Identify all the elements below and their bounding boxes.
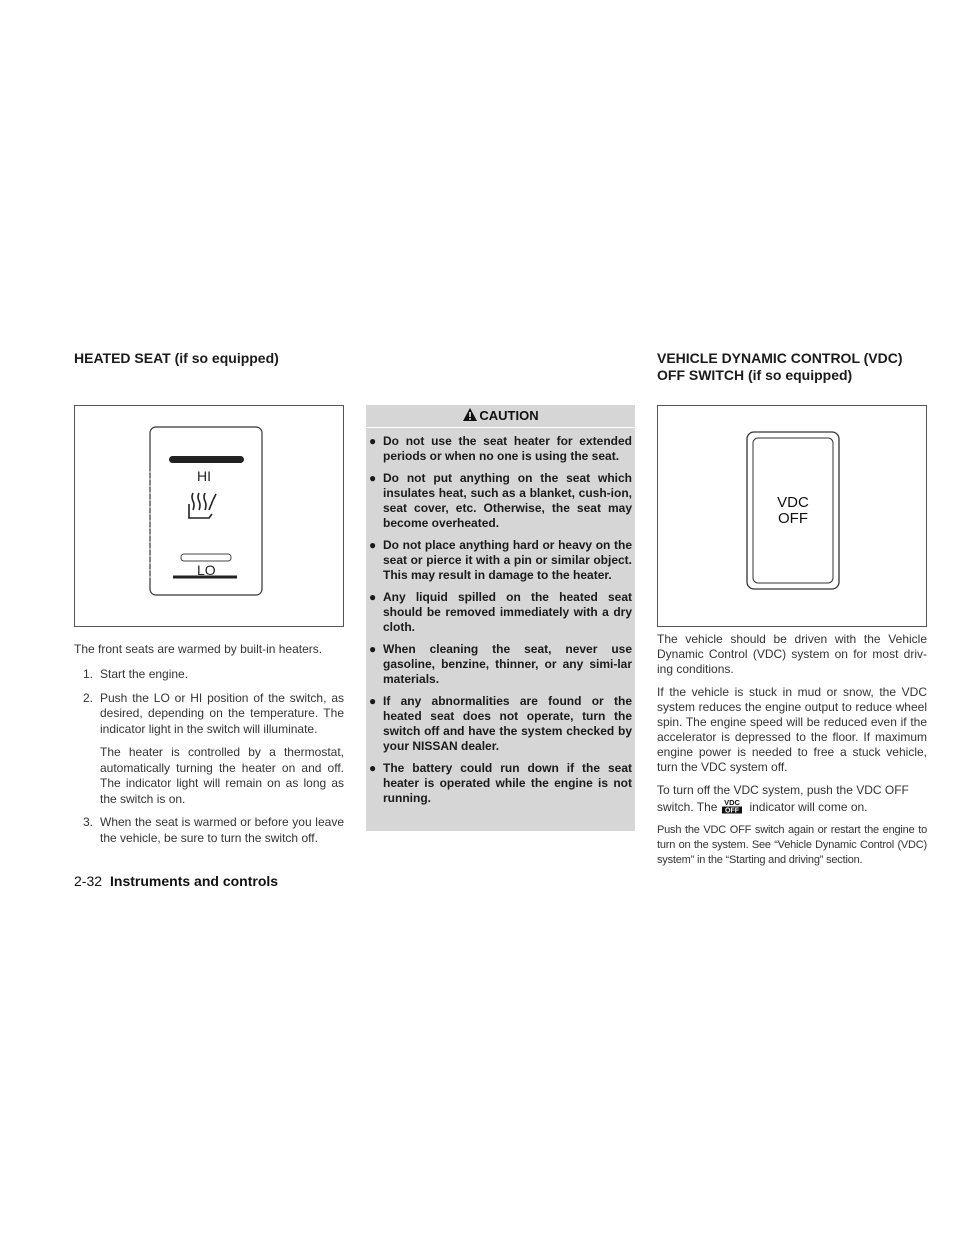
list-item	[366, 471, 632, 531]
heated-seat-intro: The front seats are warmed by built-in heaters.	[74, 642, 323, 656]
vdc-switch-line2: OFF	[778, 510, 808, 527]
list-item	[366, 590, 632, 635]
caution-item-text: Do not place anything hard or heavy on the seat or pierce it with a pin or similar object. This may result in damage to the heater.	[383, 538, 632, 582]
page-number: 2-32	[74, 873, 103, 889]
caution-item-text: The battery could run down if the seat heater is operated while the engine is not running.	[383, 761, 632, 805]
bullet: ●	[369, 434, 377, 448]
indicator-line2: OFF	[725, 807, 740, 814]
vdc-para-1: The vehicle should be driven with the Vehicle Dynamic Control (VDC) system on for most driv-ing conditions.	[657, 632, 927, 676]
caution-item-text: When cleaning the seat, never use gasoline, benzine, thinner, or any simi-lar materials.	[383, 642, 632, 686]
caution-item-text: Do not put anything on the seat which insulates heat, such as a blanket, cush-ion, seat cover, etc. Otherwise, the seat may become overheated.	[383, 471, 632, 530]
warning-triangle-icon	[462, 407, 478, 422]
list-item	[74, 667, 344, 683]
bullet: ●	[369, 761, 377, 775]
bullet: ●	[369, 642, 377, 656]
caution-header	[366, 405, 635, 428]
vdc-para-2: If the vehicle is stuck in mud or snow, the VDC system reduces the engine output to reduce wheel spin. The engine speed will be reduced even if the accelerator is depressed to the floor. If maximum engine power is needed to free a stuck vehicle, turn the VDC system off.	[657, 685, 927, 774]
vdc-para-3b: indicator will come on.	[749, 800, 868, 814]
vdc-off-indicator-icon	[721, 798, 743, 812]
step-number: 1.	[83, 667, 94, 681]
section-name: Instruments and controls	[110, 873, 279, 889]
step-text: Push the LO or HI position of the switch, as desired, depending on the temperature. The indicator light in the switch will illuminate.	[100, 690, 344, 736]
heated-seat-heading: HEATED SEAT (if so equipped)	[74, 350, 279, 366]
vdc-para-3	[657, 783, 927, 815]
caution-list	[366, 428, 635, 806]
vdc-heading-line1: VEHICLE DYNAMIC CONTROL (VDC)	[657, 350, 903, 366]
heated-seat-switch-figure	[74, 405, 344, 627]
step-text: Start the engine.	[100, 667, 189, 681]
list-item	[366, 538, 632, 583]
vdc-para-4: Push the VDC OFF switch again or restart the engine to turn on the system. See “Vehicle Dynamic Control (VDC) system” in the “Starting and driving” section.	[657, 824, 927, 866]
bullet: ●	[369, 590, 377, 604]
page-footer	[74, 873, 278, 889]
vdc-para-3a: To turn off the VDC system, push the VDC OFF switch. The	[657, 783, 909, 814]
list-item	[74, 691, 344, 808]
vdc-heading	[657, 350, 903, 384]
caution-item-text: Do not use the seat heater for extended periods or when no one is using the seat.	[383, 434, 632, 463]
vdc-switch-figure	[657, 405, 927, 627]
list-item	[366, 694, 632, 754]
step-text: When the seat is warmed or before you leave the vehicle, be sure to turn the switch off.	[100, 815, 344, 845]
list-item	[74, 815, 344, 846]
list-item	[366, 642, 632, 687]
vdc-body	[657, 632, 927, 868]
bullet: ●	[369, 538, 377, 552]
step-number: 2.	[83, 690, 94, 705]
lo-label: LO	[197, 562, 216, 578]
step-number: 3.	[83, 815, 94, 829]
bullet: ●	[369, 471, 377, 485]
vdc-switch-line1: VDC	[777, 494, 809, 511]
hi-label: HI	[197, 468, 211, 484]
vdc-heading-line2: OFF SWITCH (if so equipped)	[657, 367, 853, 383]
step-subtext: The heater is controlled by a thermostat, automatically turning the heater on and off. The indicator light will remain on as long as the switch is on.	[100, 745, 344, 806]
indicator-line1: VDC	[724, 798, 741, 807]
vdc-switch-label	[658, 495, 928, 527]
list-item	[366, 761, 632, 806]
caution-title: CAUTION	[479, 408, 539, 423]
list-item	[366, 434, 632, 464]
caution-item-text: Any liquid spilled on the heated seat should be removed immediately with a dry cloth.	[383, 590, 632, 634]
heated-seat-switch-illustration	[75, 406, 345, 628]
heated-seat-body	[74, 642, 344, 854]
bullet: ●	[369, 694, 377, 708]
caution-box	[366, 405, 635, 831]
caution-item-text: If any abnormalities are found or the heated seat does not operate, turn the switch off and have the system checked by your NISSAN dealer.	[383, 694, 632, 753]
heated-seat-steps	[74, 667, 344, 846]
